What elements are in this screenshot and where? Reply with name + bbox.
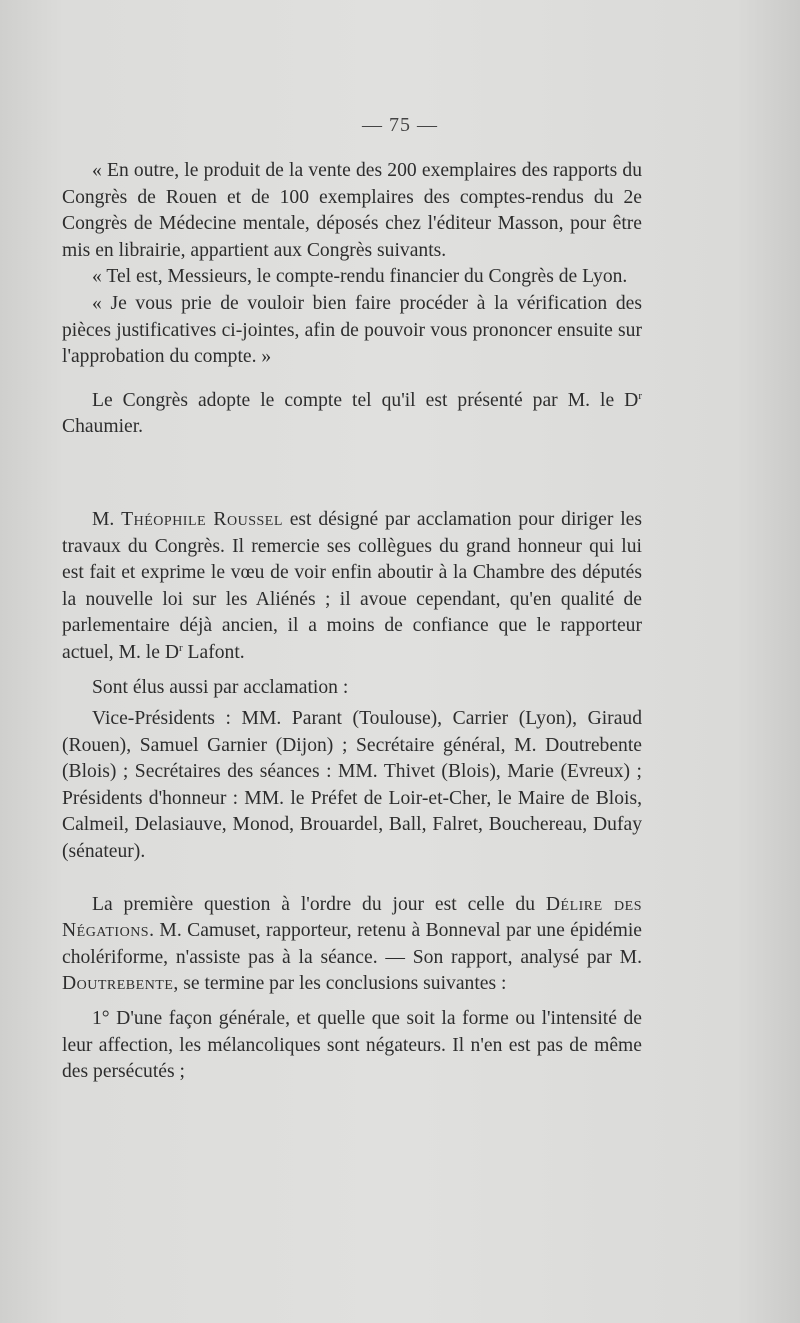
adoption-text: Le Congrès adopte le compte tel qu'il est présenté par M. le D xyxy=(92,389,639,411)
page-number: — 75 — xyxy=(362,114,438,136)
paragraph-officers: Vice-Présidents : MM. Parant (Toulouse), Carrier (Lyon), Giraud (Rouen), Samuel Garnier (Dijon) ; Secrétaire général, M. Doutrebente (Blois) ; Secrétaires des séances : MM. Thivet (Blois), Marie (Evreux) ; Présidents d'honneur : MM. le Préfet de Loir-et-Cher, le Maire de Blois, Calmeil, Delasiauve, Monod, Brouardel, Ball, Falret, Bouchereau, Dufay (sénateur). xyxy=(62,708,642,863)
roussel-sup: r xyxy=(178,641,183,654)
question-name: Doutrebente xyxy=(62,973,174,995)
paragraph-lyon-statement: « Tel est, Messieurs, le compte-rendu financier du Congrès de Lyon. xyxy=(92,266,628,288)
adoption-sup: r xyxy=(638,389,642,402)
body-text xyxy=(62,158,642,1086)
paragraph-conclusion-1: 1° D'une façon générale, et quelle que soit la forme ou l'intensité de leur affection, les mélancoliques sont négateurs. Il n'en est pas de même des persécutés ; xyxy=(62,1008,642,1083)
roussel-text: est désigné par acclamation pour diriger les travaux du Congrès. Il remercie ses collègues du grand honneur qui lui est fait et exprime le vœu de voir enfin aboutir à la Chambre des députés la nouvelle loi sur les Aliénés ; il avoue cependant, qu'en qualité de parlementaire déjà ancien, il a moins de confiance que le rapporteur actuel, M. le D xyxy=(62,508,642,663)
question-text: La première question à l'ordre du jour est celle du xyxy=(92,893,546,915)
question-topic: Délire des Négations xyxy=(62,893,642,942)
roussel-prefix: M. xyxy=(92,508,122,530)
adoption-name: Chaumier. xyxy=(62,416,144,438)
paragraph-verification-request: « Je vous prie de vouloir bien faire procéder à la vérification des pièces justificatives ci-jointes, afin de pouvoir vous prononcer ensuite sur l'approbation du compte. » xyxy=(62,292,642,368)
paragraph-roussel xyxy=(62,507,642,667)
roussel-name: Théophile Roussel xyxy=(121,508,283,530)
paragraph-adoption xyxy=(62,388,642,441)
question-text-2: . M. Camuset, rapporteur, retenu à Bonneval par une épidémie cholériforme, n'assiste pas à la séance. — Son rapport, analysé par M. xyxy=(62,920,642,968)
roussel-end: Lafont. xyxy=(182,641,245,663)
paragraph-first-question xyxy=(62,892,642,998)
question-text-3: , se termine par les conclusions suivantes : xyxy=(173,973,507,995)
paragraph-elected: Sont élus aussi par acclamation : xyxy=(92,676,349,698)
paragraph-financial-report: « En outre, le produit de la vente des 200 exemplaires des rapports du Congrès de Rouen et de 100 exemplaires des comptes-rendus du 2e Congrès de Médecine mentale, déposés chez l'éditeur Masson, pour être mis en librairie, appartient aux Congrès suivants. xyxy=(62,160,642,261)
